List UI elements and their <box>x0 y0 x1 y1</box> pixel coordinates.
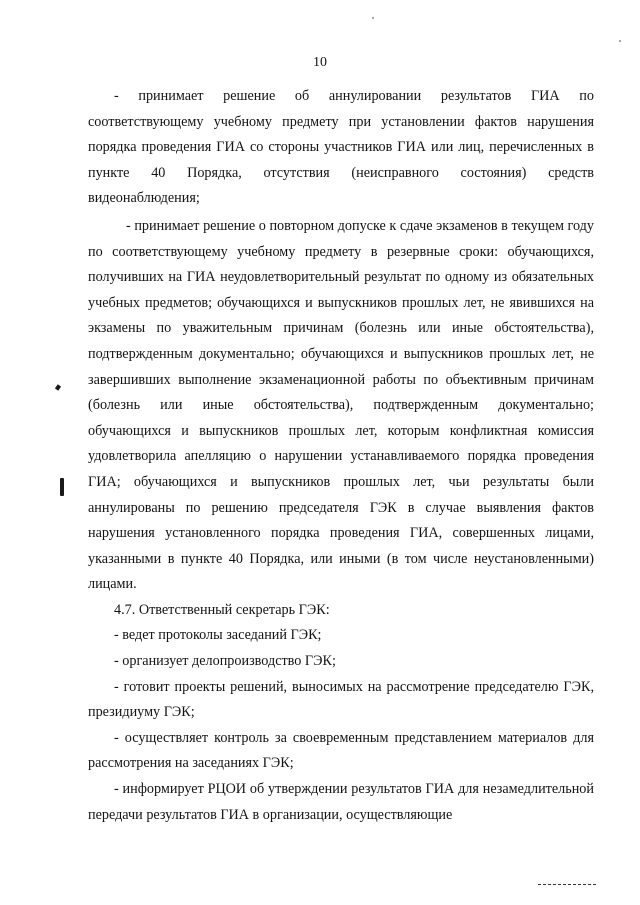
scan-dot <box>619 40 621 42</box>
footer-dashed-line <box>538 884 596 886</box>
document-body <box>88 84 594 828</box>
section-heading-4-7: 4.7. Ответственный секретарь ГЭК: <box>114 601 330 618</box>
scan-dot <box>372 17 374 19</box>
list-item-protocols: - ведет протоколы заседаний ГЭК; <box>114 627 322 644</box>
margin-scan-mark-lower <box>60 478 64 496</box>
list-item-records: - организует делопроизводство ГЭК; <box>114 653 336 670</box>
paragraph-readmission-decision: - принимает решение о повторном допуске к сдаче экзаменов в текущем году по соответствующему учебному предмету в резервные сроки: обучающихся, получивших на ГИА неудовлетворительный результат по одному из обязательных учебных предметов; обучающихся и выпускников прошлых лет, не явившихся на экзамены по уважительным причинам (болезнь или иные обстоятельства), подтвержденным документально; обучающихся и выпускников прошлых лет, не завершивших выполнение экзаменационной работы по объективным причинам (болезнь или иные обстоятельства), подтвержденным документально; обучающихся и выпускников прошлых лет, которым конфликтная комиссия удовлетворила апелляцию о нарушении устанавливаемого порядка проведения ГИА; обучающихся и выпускников прошлых лет, чьи результаты были аннулированы по решению председателя ГЭК в случае выявления фактов нарушения установленного порядка проведения ГИА, совершенных лицами, указанными в пункте 40 Порядка, или иными (в том числе неустановленными) лицами. <box>88 217 594 593</box>
margin-scan-mark-upper <box>55 384 61 390</box>
list-item-draft-decisions: - готовит проекты решений, выносимых на рассмотрение председателю ГЭК, президиуму ГЭК; <box>88 678 594 721</box>
paragraph-annulment-decision: - принимает решение об аннулировании результатов ГИА по соответствующему учебному предмету при установлении фактов нарушения порядка проведения ГИА со стороны участников ГИА или лиц, перечисленных в пункте 40 Порядка, отсутствия (неисправного состояния) средств видеонаблюдения; <box>88 88 594 207</box>
page-number: 10 <box>313 55 327 70</box>
list-item-materials-control: - осуществляет контроль за своевременным представлением материалов для рассмотрения на заседаниях ГЭК; <box>88 729 594 772</box>
list-item-rcoi-inform: - информирует РЦОИ об утверждении результатов ГИА для незамедлительной передачи результатов ГИА в организации, осуществляющие <box>88 781 594 823</box>
